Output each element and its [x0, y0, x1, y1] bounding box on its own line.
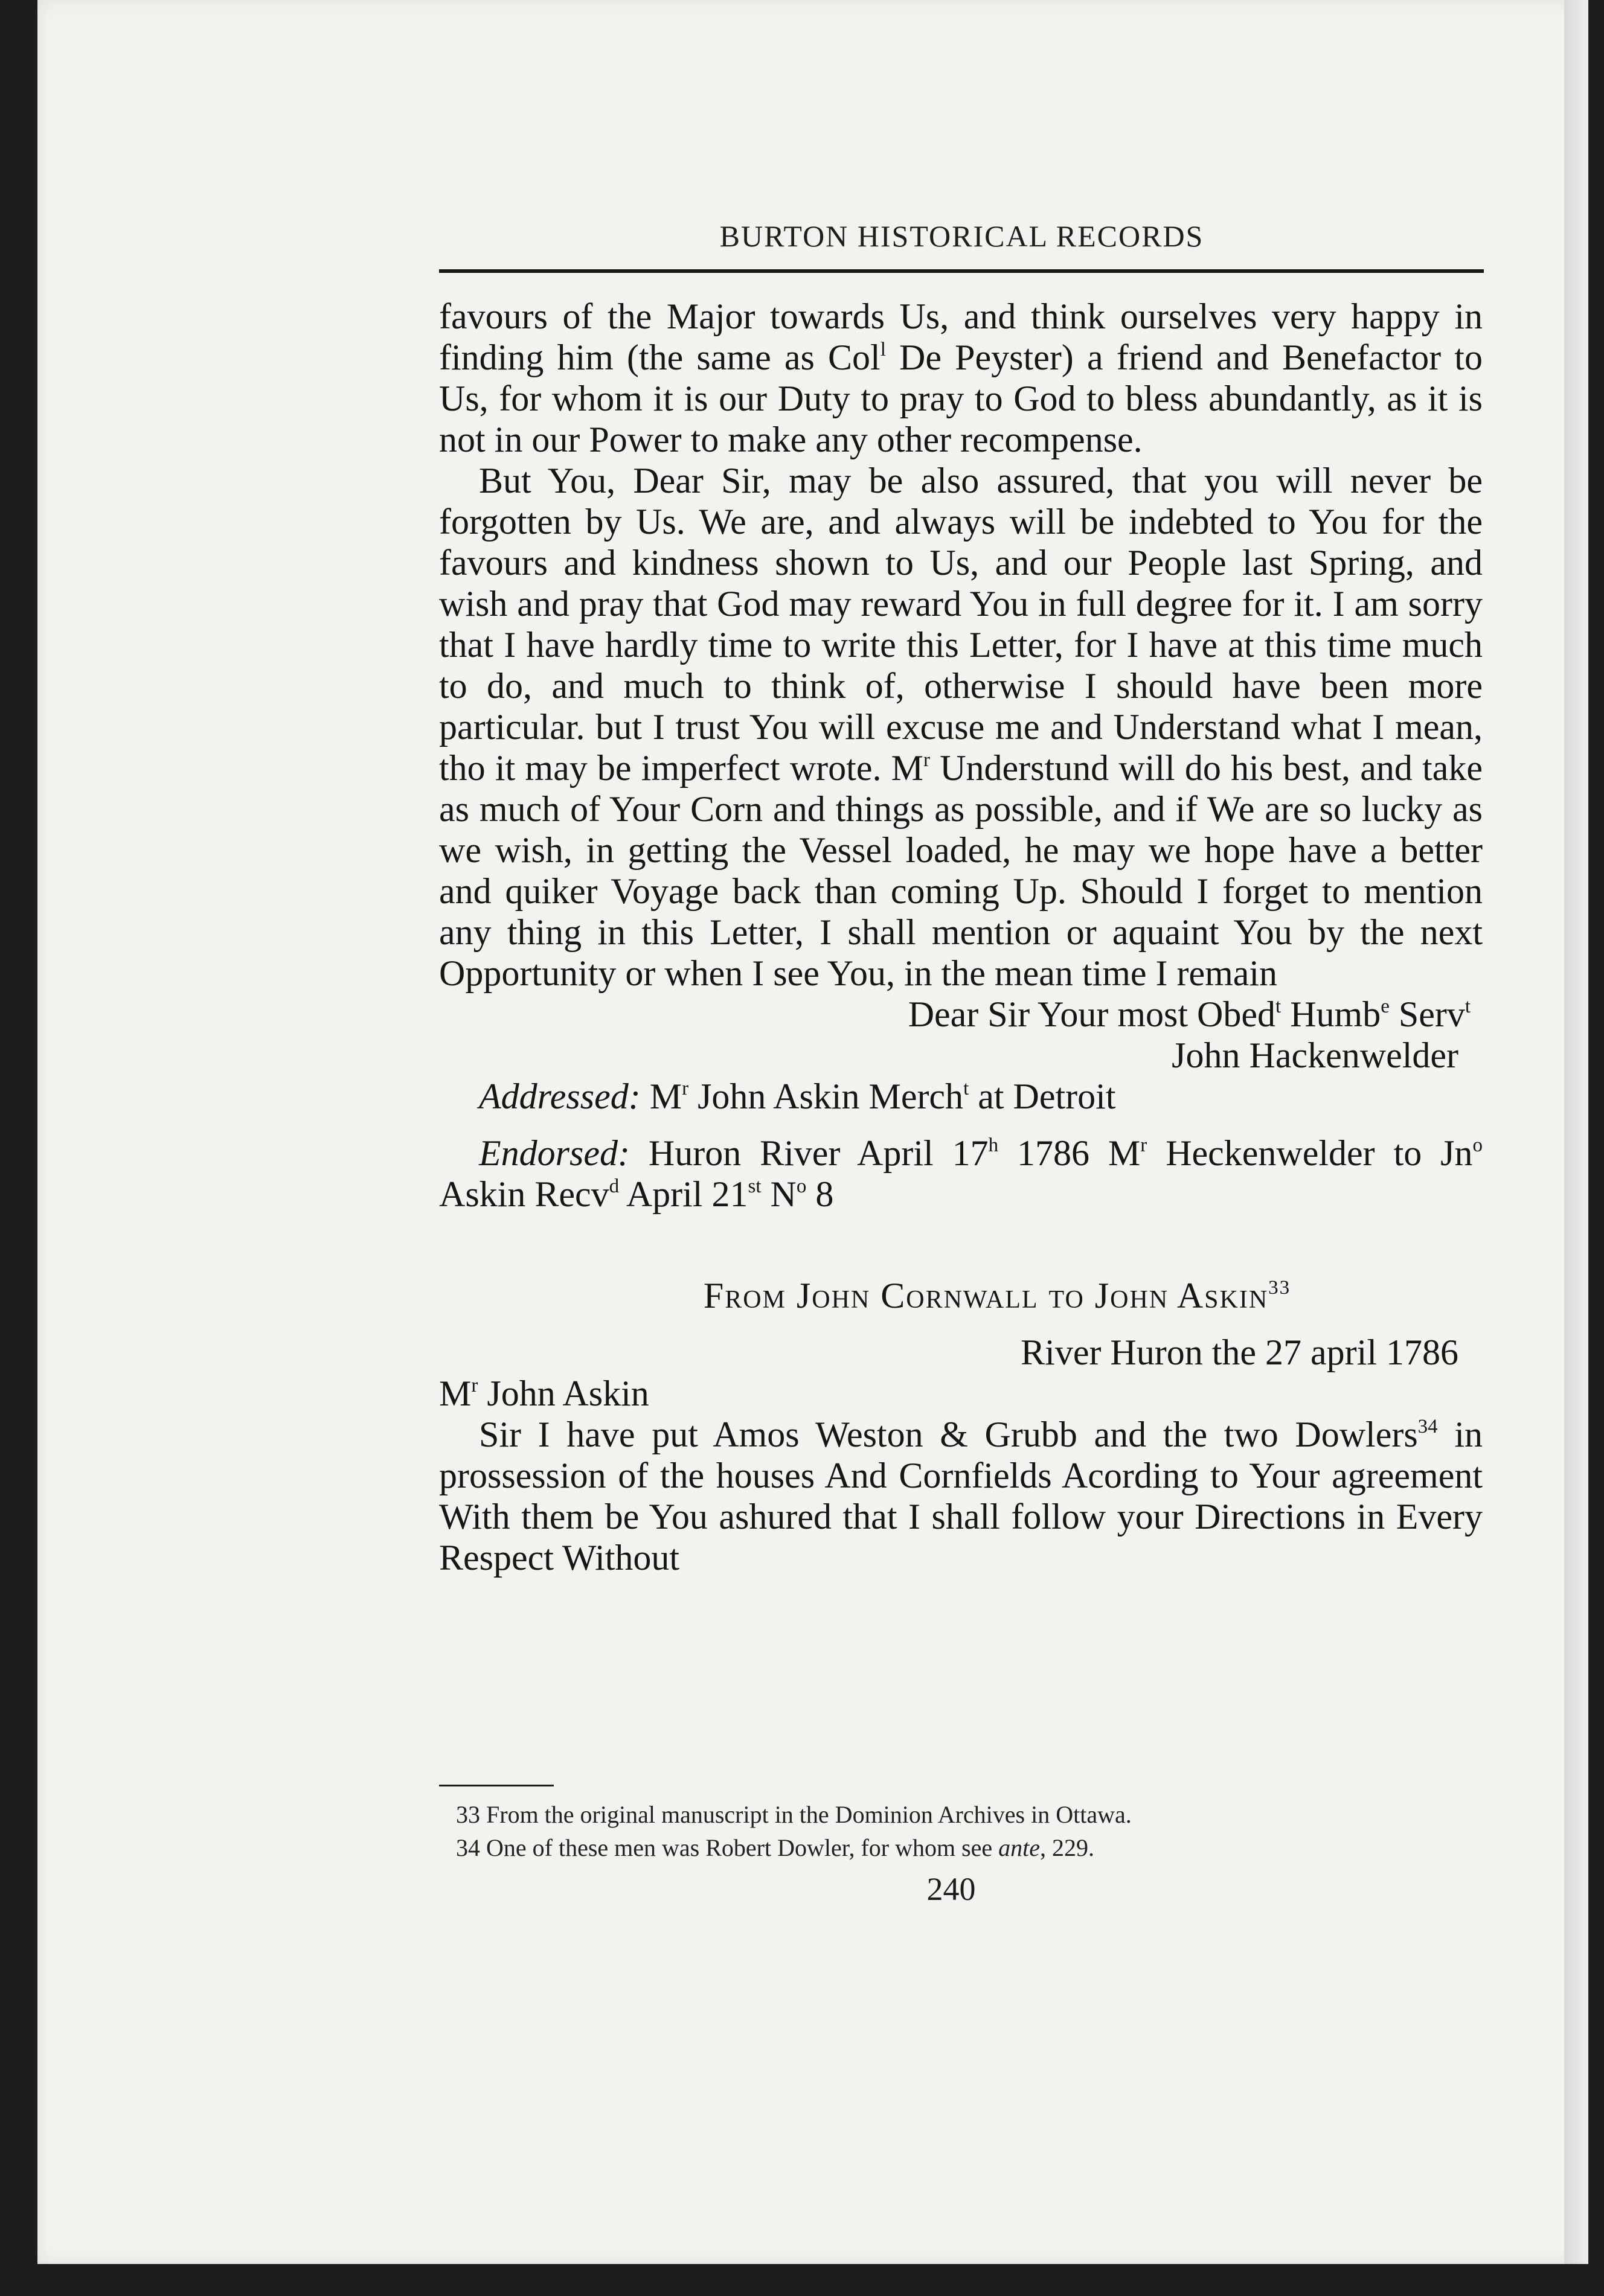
footnote-34: 34 One of these men was Robert Dowler, for whom see ante, 229.	[456, 1834, 1095, 1861]
paragraph-2: But You, Dear Sir, may be also assured, that you will never be forgotten by Us. We are, and always will be indebted to You for the favours and kindness shown to Us, and our People last Spring, and wish and pray that God may reward You in full degree for it. I am sorry that I have hardly time to write this Letter, for I have at this time much to do, and much to think of, otherwise I should have been more particular. but I trust You will excuse me and Understand what I mean, tho it may be imperfect wrote. $M^r$ Understund will do his best, and take as much of Your Corn and things as possible, and if We are so lucky as we wish, in getting the Vessel loaded, he may we hope have a better and quiker Voyage back than coming Up. Should I forget to mention any thing in this Letter, I shall mention or aquaint You by the next Opportunity or when I see You, in the mean time I remain	[439, 461, 1483, 993]
page-number: 240	[926, 1871, 976, 1907]
footnote-33: 33 From the original manuscript in the Dominion Archives in Ottawa.	[456, 1801, 1132, 1828]
dateline: River Huron the 27 april 1786	[1021, 1332, 1458, 1372]
closing-line: Dear Sir Your most Obed$^t$ Humb$^e$ Serv$^t$	[908, 994, 1471, 1034]
paragraph-1: favours of the Major towards Us, and think ourselves very happy in finding him (the same as Col$^l$ De Peyster) a friend and Benefactor to Us, for whom it is our Duty to pray to God to bless abundantly, as it is not in our Power to make any other recompense.	[439, 296, 1483, 459]
signature: John Hackenwelder	[1172, 1035, 1458, 1075]
header-rule	[439, 269, 1484, 273]
letter-heading: From John Cornwall to John Askin$^{33}$	[703, 1276, 1291, 1316]
page-edge	[1564, 0, 1588, 2264]
footnotes	[456, 1798, 1452, 1864]
addressed-line: Addressed: $M^r$ John Askin Merch$^t$ at Detroit	[479, 1076, 1116, 1116]
paragraph-3: Sir I have put Amos Weston & Grubb and the two Dowlers$^{34}$ in prossession of the houses And Cornfields Acording to Your agreement With them be You ashured that I shall follow your Directions in Every Respect Without	[439, 1415, 1483, 1578]
endorsed-line: Endorsed: Huron River April 17$^h$ 1786 $M^r$ Heckenwelder to Jn$^o$ Askin Recv$^d$ April 21st $N^o$ 8	[439, 1133, 1483, 1214]
body-text	[439, 296, 1483, 1578]
footnote-rule	[439, 1785, 554, 1786]
running-header: BURTON HISTORICAL RECORDS	[719, 219, 1204, 253]
salutation: $M^r$ John Askin	[439, 1373, 649, 1413]
